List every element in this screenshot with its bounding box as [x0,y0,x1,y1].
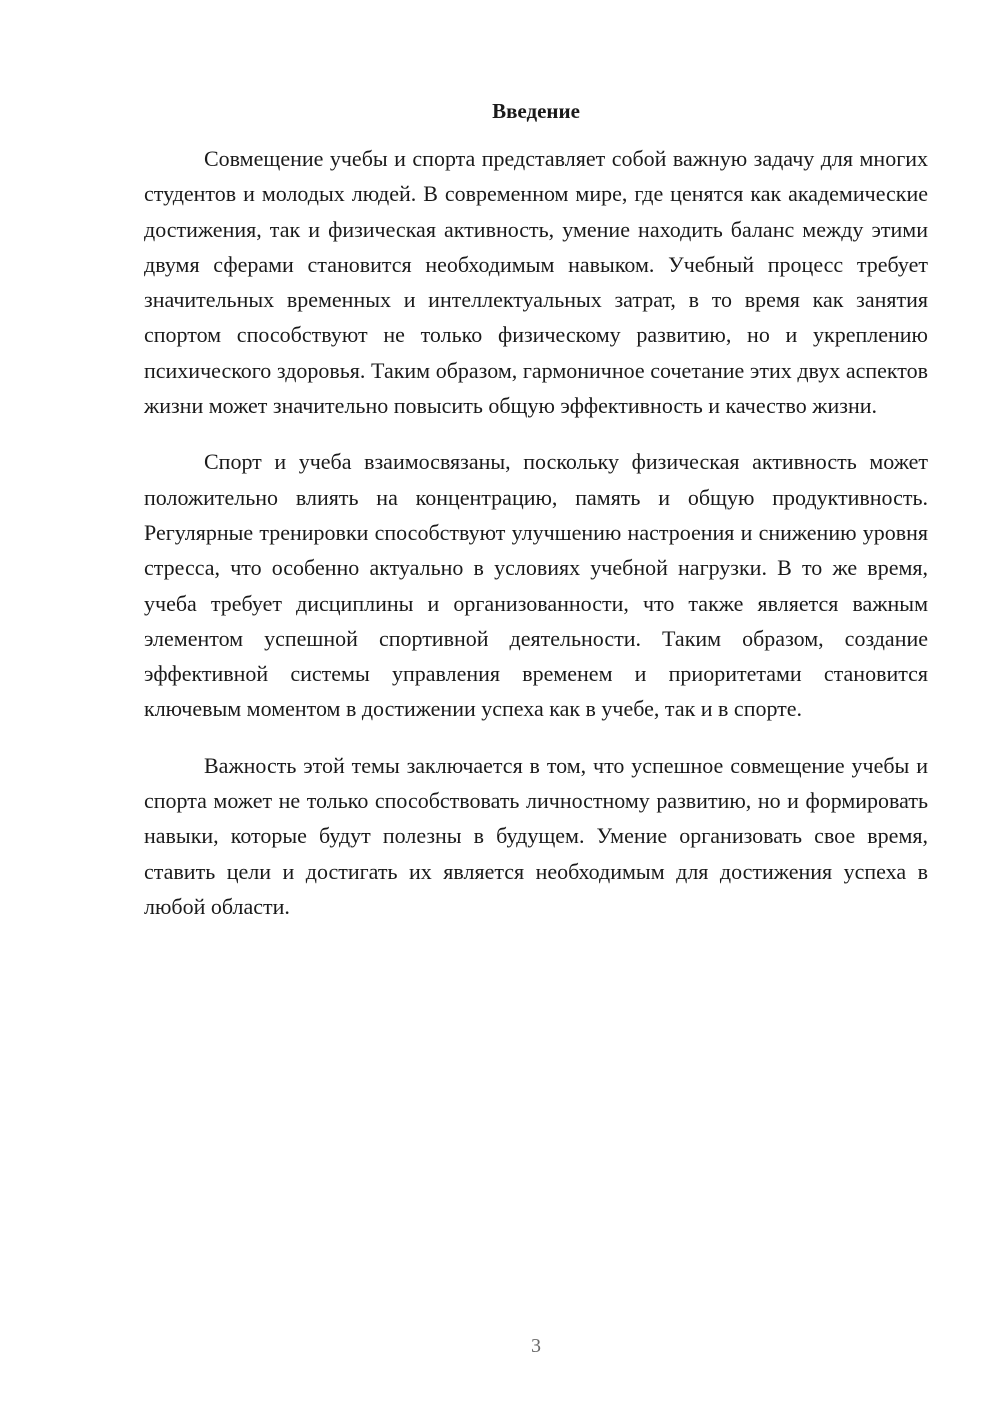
page-number: 3 [531,1335,541,1357]
section-heading: Введение [492,99,580,123]
body-text [144,141,928,924]
paragraph-1: Совмещение учебы и спорта представляет собой важную задачу для многих студентов и молодых людей. В современном мире, где ценятся как академические достижения, так и физическая активность, умение находить баланс между этими двумя сферами становится необходимым навыком. Учебный процесс требует значительных временных и интеллектуальных затрат, в то время как занятия спортом способствуют не только физическому развитию, но и укреплению психического здоровья. Таким образом, гармоничное сочетание этих двух аспектов жизни может значительно повысить общую эффективность и качество жизни. [144,146,928,419]
paragraph-2: Спорт и учеба взаимосвязаны, поскольку физическая активность может положительно влиять на концентрацию, память и общую продуктивность. Регулярные тренировки способствуют улучшению настроения и снижению уровня стресса, что особенно актуально в условиях учебной нагрузки. В то же время, учеба требует дисциплины и организованности, что также является важным элементом успешной спортивной деятельности. Таким образом, создание эффективной системы управления временем и приоритетами становится ключевым моментом в достижении успеха как в учебе, так и в спорте. [144,449,928,722]
paragraph-3: Важность этой темы заключается в том, что успешное совмещение учебы и спорта может не только способствовать личностному развитию, но и формировать навыки, которые будут полезны в будущем. Умение организовать свое время, ставить цели и достигать их является необходимым для достижения успеха в любой области. [144,752,928,919]
